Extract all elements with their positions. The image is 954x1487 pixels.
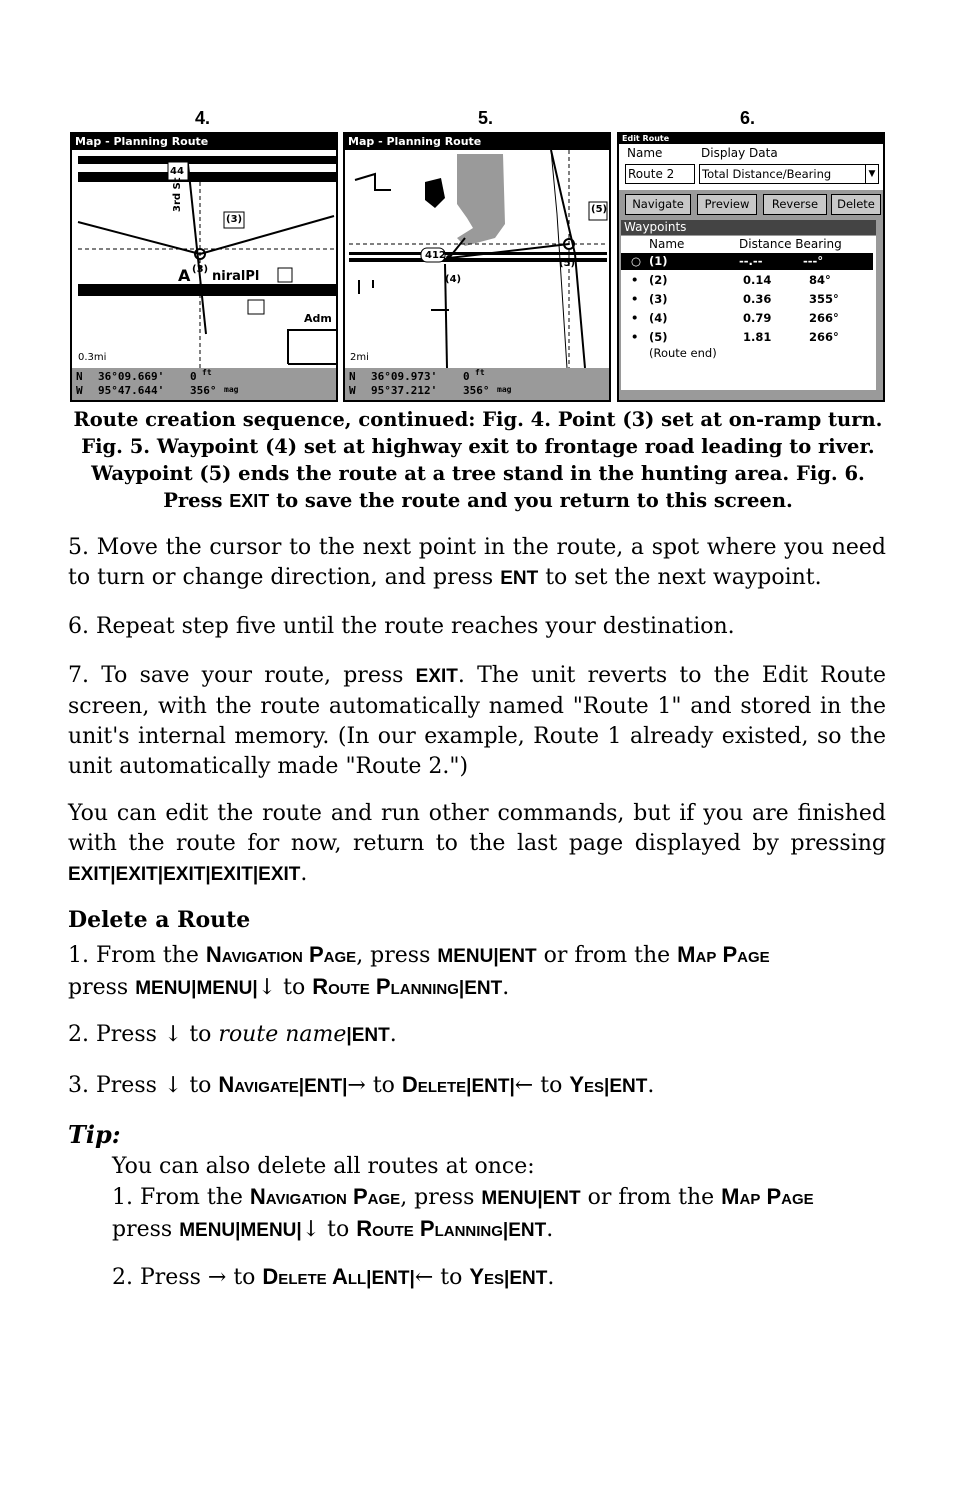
delete-button[interactable]: Delete bbox=[831, 194, 881, 215]
reverse-button[interactable]: Reverse bbox=[763, 194, 827, 215]
place-label-a: A bbox=[178, 266, 191, 285]
latitude: 36°09.669' bbox=[98, 370, 165, 383]
waypoint-5-label: (5) bbox=[559, 258, 576, 269]
arrow-down-icon: ↓ bbox=[163, 1022, 183, 1047]
column-name: Name bbox=[649, 237, 685, 251]
figure-label-6: 6. bbox=[740, 108, 756, 128]
arrow-down-icon: ↓ bbox=[301, 1217, 321, 1242]
figure-label-4: 4. bbox=[195, 108, 211, 128]
heading: 356° bbox=[190, 384, 217, 397]
highway-shield-label: 44 bbox=[170, 166, 184, 177]
display-data-label: Display Data bbox=[701, 146, 778, 160]
map-title: Map - Planning Route bbox=[345, 134, 609, 150]
arrow-left-icon: ← bbox=[514, 1073, 534, 1098]
route-name-field[interactable]: Route 2 bbox=[625, 164, 695, 184]
delete-step-2: 2. Press ↓ to route name|ENT. bbox=[68, 1022, 397, 1047]
arrow-right-icon: → bbox=[347, 1073, 366, 1098]
display-data-select[interactable] bbox=[699, 164, 879, 184]
map-scale: 2mi bbox=[350, 352, 369, 363]
point-3-label: (3) bbox=[192, 264, 209, 275]
exit-key: EXIT bbox=[229, 491, 270, 511]
longitude: 95°47.644' bbox=[98, 384, 165, 397]
place-label-rest: niralPl bbox=[212, 269, 260, 284]
position-readout: N 36°09.973' W 95°37.212' 0 ft 356° mag bbox=[345, 368, 609, 400]
waypoint-row[interactable]: • (3) 0.36 355° bbox=[631, 292, 839, 306]
waypoint-5-marker: (5) bbox=[591, 204, 608, 215]
delete-step-3: 3. Press ↓ to Navigate|ENT|→ to Delete|ENT|← to Yes|ENT. bbox=[68, 1072, 655, 1098]
waypoint-4-label: (4) bbox=[445, 274, 462, 285]
waypoint-row[interactable]: • (4) 0.79 266° bbox=[631, 311, 839, 325]
preview-button[interactable]: Preview bbox=[697, 194, 757, 215]
tip-intro: You can also delete all routes at once: bbox=[112, 1154, 535, 1179]
column-distance-bearing: Distance Bearing bbox=[739, 237, 842, 251]
elevation: 0 bbox=[463, 370, 470, 383]
route-end-label: (Route end) bbox=[649, 346, 717, 360]
edit-route-title: Edit Route bbox=[619, 134, 883, 144]
chevron-down-icon[interactable]: ▼ bbox=[865, 165, 878, 183]
arrow-right-icon: → bbox=[207, 1265, 227, 1290]
step-6-paragraph: 6. Repeat step five until the route reaches your destination. bbox=[68, 614, 735, 639]
display-data-value: Total Distance/Bearing bbox=[702, 167, 832, 181]
position-readout: N 36°09.669' W 95°47.644' 0 ft 356° mag bbox=[72, 368, 336, 400]
arrow-down-icon: ↓ bbox=[163, 1073, 183, 1098]
edit-route-screen bbox=[617, 132, 885, 402]
tip-step-2: 2. Press → to Delete All|ENT|← to Yes|ENT. bbox=[112, 1264, 555, 1290]
latitude: 36°09.973' bbox=[371, 370, 438, 383]
waypoints-header: Waypoints bbox=[621, 220, 876, 235]
waypoint-row[interactable]: • (5) 1.81 266° bbox=[631, 330, 839, 344]
step-7-paragraph: 7. To save your route, press EXIT. The unit reverts to the Edit Route screen, with the route automatically named "Route 1" and stored in the unit's internal memory. (In our example, Route 1 already existed, so the unit automatically made "Route 2.") bbox=[68, 663, 886, 779]
waypoint-row[interactable]: • (2) 0.14 84° bbox=[631, 273, 831, 287]
tip-heading: Tip: bbox=[68, 1120, 121, 1149]
arrow-down-icon: ↓ bbox=[257, 975, 277, 1000]
step-5-paragraph: 5. Move the cursor to the next point in the route, a spot where you need to turn or change direction, and press ENT to set the next waypoint. bbox=[68, 535, 886, 590]
figure-caption: Route creation sequence, continued: Fig. 4. Point (3) set at on-ramp turn. Fig. 5. Waypoint (4) set at highway exit to frontage road leading to river. Waypoint (5) ends the route at a tree stand in the hunting area. Fig. 6. Press EXIT to save the route and you return to this screen. bbox=[73, 408, 883, 512]
street-label: 3rd St bbox=[172, 177, 183, 212]
arrow-left-icon: ← bbox=[414, 1265, 434, 1290]
longitude: 95°37.212' bbox=[371, 384, 438, 397]
map-title: Map - Planning Route bbox=[72, 134, 336, 150]
map-screen-fig5 bbox=[343, 132, 611, 402]
tip-step-1: 1. From the Navigation Page, press MENU|ENT or from the Map Page press MENU|MENU|↓ to Route Planning|ENT. bbox=[112, 1184, 814, 1242]
section-heading: Delete a Route bbox=[68, 907, 251, 933]
map-scale: 0.3mi bbox=[78, 352, 107, 363]
navigate-button[interactable]: Navigate bbox=[625, 194, 691, 215]
map-screen-fig4 bbox=[70, 132, 338, 402]
edit-route-paragraph: You can edit the route and run other commands, but if you are finished with the route for now, return to the last page displayed by pressing EXIT|EXIT|EXIT|EXIT|EXIT. bbox=[68, 801, 886, 886]
elevation: 0 bbox=[190, 370, 197, 383]
delete-step-1: 1. From the Navigation Page, press MENU|ENT or from the Map Page press MENU|MENU|↓ to Route Planning|ENT. bbox=[68, 942, 770, 1000]
heading: 356° bbox=[463, 384, 490, 397]
figure-label-5: 5. bbox=[478, 108, 494, 128]
waypoint-row-selected[interactable]: ○ (1) --.-- ---° bbox=[621, 253, 873, 270]
name-label: Name bbox=[627, 146, 663, 160]
highway-shield-label: 412 bbox=[425, 250, 446, 261]
road-label: Adm bbox=[304, 312, 332, 325]
point-3-marker: (3) bbox=[226, 214, 243, 225]
